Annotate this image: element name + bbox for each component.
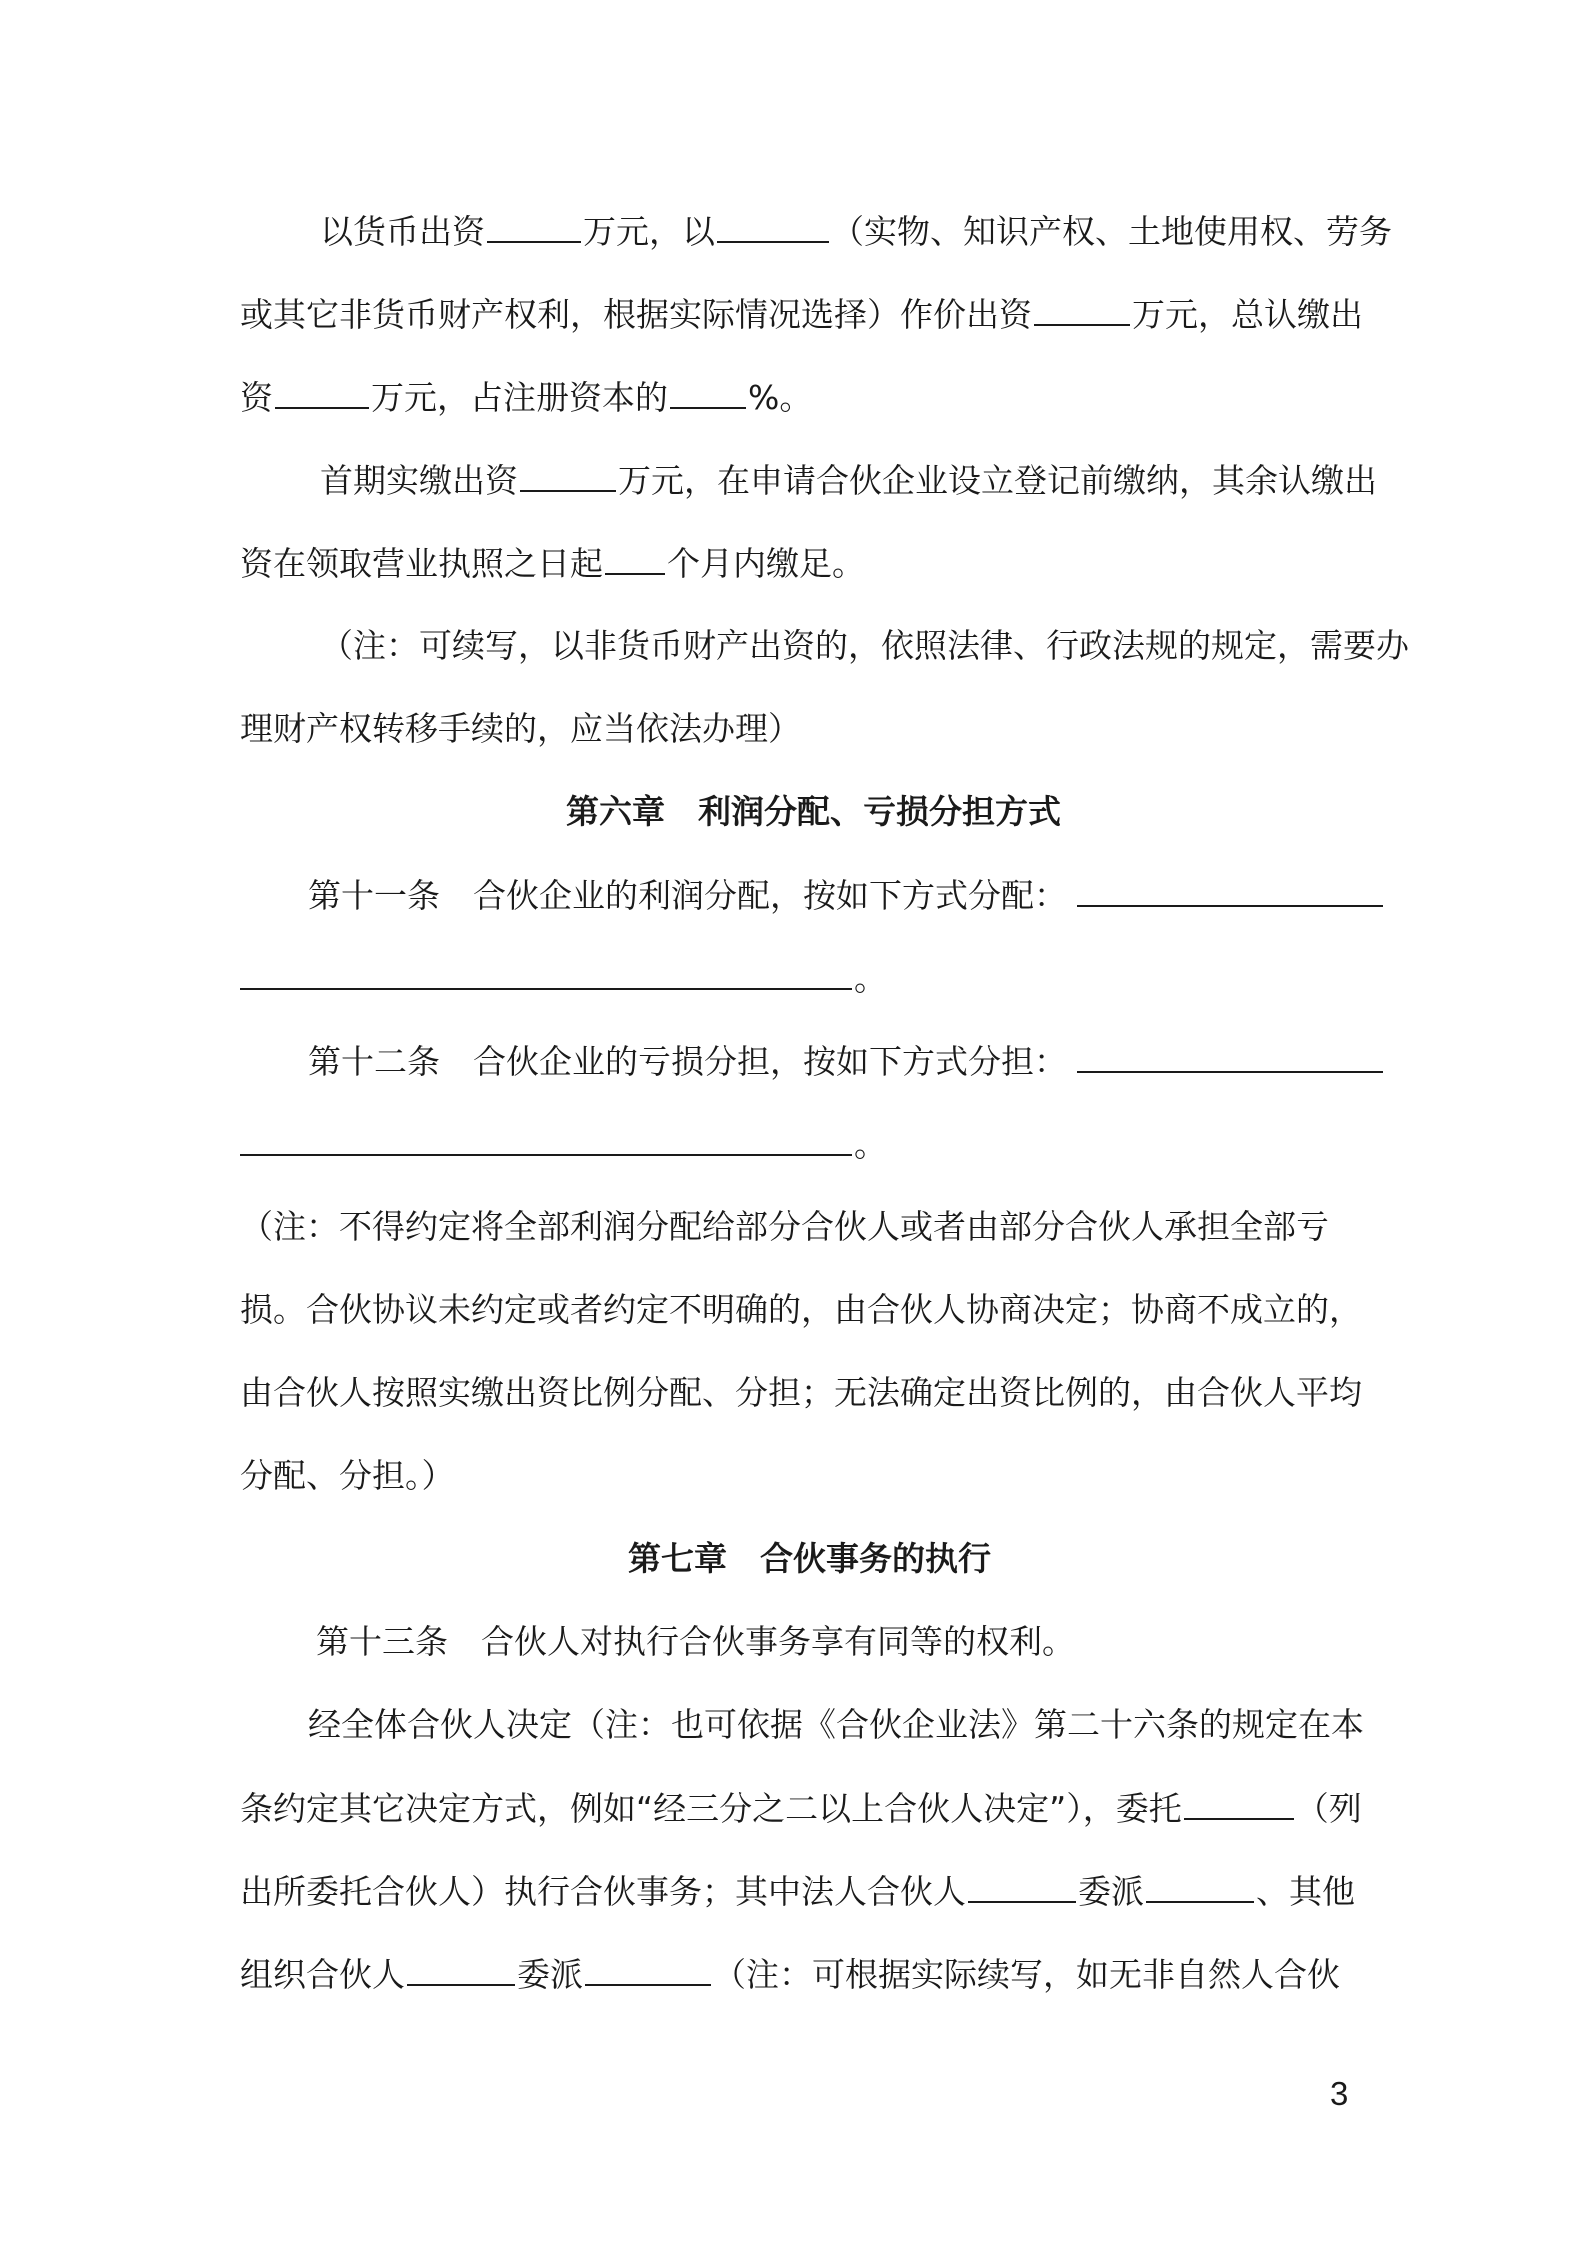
note-line: （注：可续写，以非货币财产出资的，依照法律、行政法规的规定，需要办 [320, 626, 1409, 665]
text-line: 以货币出资 万元，以 （实物、知识产权、土地使用权、劳务 [320, 212, 1392, 251]
blank-field [407, 1954, 515, 1986]
page-number: 3 [1330, 2075, 1349, 2112]
chapter-heading: 第七章 合伙事务的执行 [628, 1539, 991, 1578]
blank-field [275, 377, 369, 409]
text-line: 条约定其它决定方式，例如“经三分之二以上合伙人决定”），委托 （列 [240, 1789, 1362, 1828]
text-line: 组织合伙人 委派 （注：可根据实际续写，如无非自然人合伙 [240, 1955, 1340, 1994]
text-line: 或其它非货币财产权利，根据实际情况选择）作价出资 万元，总认缴出 [240, 295, 1363, 334]
article-11: 第十一条 合伙企业的利润分配，按如下方式分配： [308, 875, 1385, 916]
blank-field [240, 1124, 852, 1156]
note-line: 理财产权转移手续的，应当依法办理） [240, 709, 801, 748]
blank-field [1077, 875, 1383, 907]
chapter-heading: 第六章 利润分配、亏损分担方式 [566, 792, 1061, 831]
blank-field [1184, 1788, 1294, 1820]
note-line: （注：不得约定将全部利润分配给部分合伙人或者由部分合伙人承担全部亏 [240, 1207, 1329, 1246]
article-13: 第十三条 合伙人对执行合伙事务享有同等的权利。 [316, 1622, 1075, 1661]
note-line: 由合伙人按照实缴出资比例分配、分担；无法确定出资比例的，由合伙人平均 [240, 1373, 1362, 1412]
text-line: 资在领取营业执照之日起 个月内缴足。 [240, 544, 865, 583]
blank-field [968, 1871, 1076, 1903]
blank-field [1077, 1041, 1383, 1073]
blank-field [520, 460, 616, 492]
text-line: 首期实缴出资 万元，在申请合伙企业设立登记前缴纳，其余认缴出 [320, 461, 1377, 500]
text-line: 经全体合伙人决定（注：也可依据《合伙企业法》第二十六条的规定在本 [308, 1705, 1364, 1744]
text-line: 出所委托合伙人）执行合伙事务；其中法人合伙人 委派 、其他 [240, 1872, 1355, 1911]
text-line: 。 [240, 958, 887, 999]
blank-field [717, 211, 829, 243]
blank-field [487, 211, 581, 243]
blank-field [1034, 294, 1130, 326]
note-line: 损。合伙协议未约定或者约定不明确的，由合伙人协商决定；协商不成立的， [240, 1290, 1362, 1329]
text-line: 。 [240, 1124, 887, 1165]
blank-field [1146, 1871, 1254, 1903]
blank-field [605, 543, 665, 575]
text-line: 资 万元，占注册资本的 %。 [240, 378, 813, 417]
blank-field [585, 1954, 711, 1986]
blank-field [240, 958, 852, 990]
blank-field [670, 377, 746, 409]
note-line: 分配、分担。） [240, 1456, 455, 1495]
article-12: 第十二条 合伙企业的亏损分担，按如下方式分担： [308, 1041, 1385, 1082]
